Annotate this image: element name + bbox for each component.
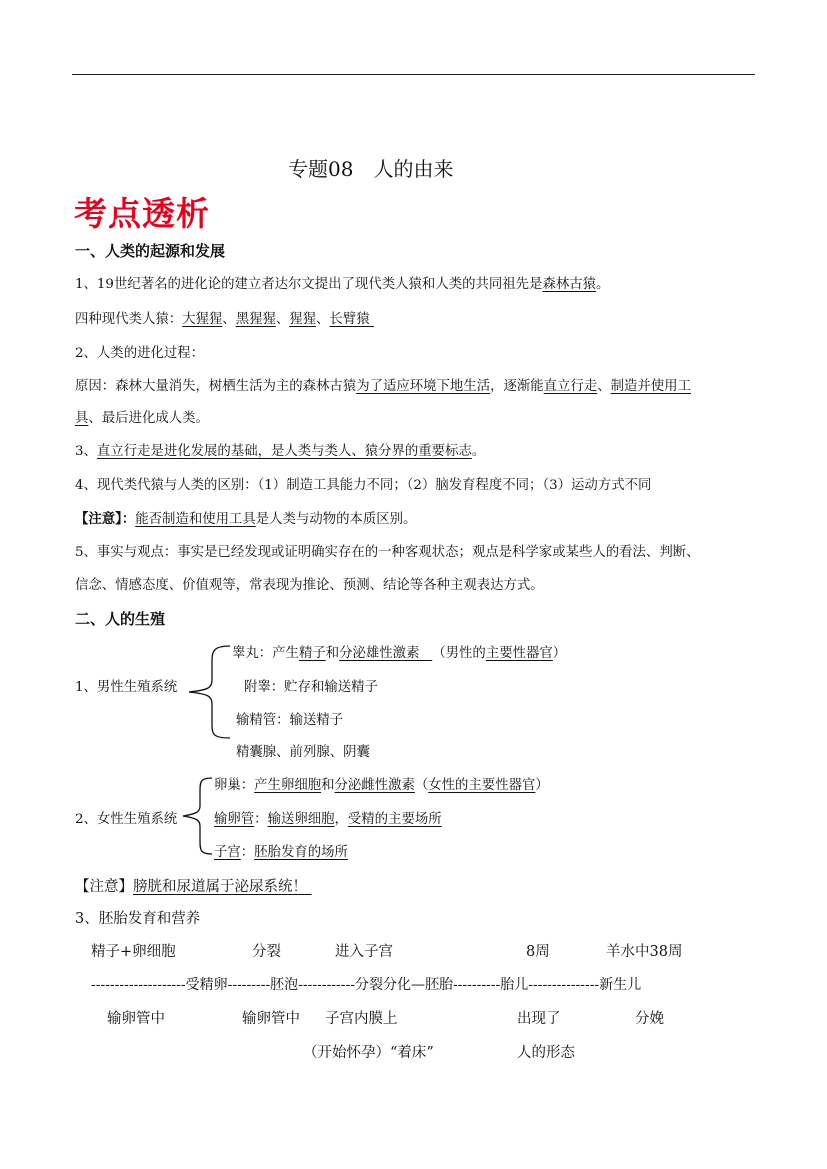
paragraph-2: 2、人类的进化过程： bbox=[75, 346, 205, 361]
section-heading-origin: 一、人类的起源和发展 bbox=[75, 242, 226, 260]
flow-8-weeks: 8周 bbox=[526, 944, 550, 960]
flow-38-weeks: 羊水中38周 bbox=[606, 944, 683, 960]
flow-stages: --------------------受精卵---------胚泡------------分裂分化—胚胎----------胎儿---------------新生儿 bbox=[91, 977, 642, 993]
section-banner: 考点透析 bbox=[74, 194, 210, 233]
female-brace bbox=[180, 776, 216, 856]
paragraph-apes: 四种现代类人猿：大猩猩、黑猩猩、猩猩、长臂猿 bbox=[75, 312, 370, 327]
female-uterus-line: 子宫：胚胎发育的场所 bbox=[214, 845, 348, 860]
flow-oviduct-1: 输卵管中 bbox=[107, 1011, 165, 1027]
male-vas-deferens-line: 输精管：输送精子 bbox=[236, 713, 344, 728]
flow-oviduct-2: 输卵管中 bbox=[242, 1011, 300, 1027]
paragraph-embryo: 3、胚胎发育和营养 bbox=[75, 911, 201, 927]
flow-enter-uterus: 进入子宫 bbox=[335, 944, 393, 960]
male-brace bbox=[186, 644, 236, 740]
female-system-label: 2、女性生殖系统 bbox=[75, 812, 178, 827]
note-tools: 【注意】：能否制造和使用工具是人类与动物的本质区别。 bbox=[75, 511, 417, 527]
paragraph-5: 5、事实与观点：事实是已经发现或证明确实存在的一种客观状态；观点是科学家或某些人的看法、判断、 bbox=[75, 545, 700, 560]
header-rule bbox=[72, 74, 755, 75]
paragraph-reason: 原因：森林大量消失，树栖生活为主的森林古猿为了适应环境下地生活，逐渐能直立行走、制造并使用工 bbox=[75, 379, 691, 394]
flow-start: 精子+卵细胞 bbox=[91, 944, 176, 960]
paragraph-4: 4、现代类代猿与人类的区别：（1）制造工具能力不同；（2）脑发育程度不同；（3）运动方式不同 bbox=[75, 478, 652, 493]
paragraph-reason-cont: 具、最后进化成人类。 bbox=[75, 411, 209, 426]
flow-implantation: （开始怀孕）“着床” bbox=[303, 1045, 434, 1061]
male-system-label: 1、男性生殖系统 bbox=[75, 680, 178, 695]
flow-endometrium: 子宫内膜上 bbox=[325, 1011, 398, 1027]
flow-division: 分裂 bbox=[252, 944, 281, 960]
paragraph-1: 1、19世纪著名的进化论的建立者达尔文提出了现代类人猿和人类的共同祖先是森林古猿。 bbox=[75, 277, 610, 292]
male-testis-line: 睾丸：产生精子和分泌雄性激素 （男性的主要性器官） bbox=[232, 646, 567, 661]
male-epididymis-line: 附睾：贮存和输送精子 bbox=[244, 680, 378, 695]
note-urinary: 【注意】膀胱和尿道属于泌尿系统！ bbox=[75, 879, 307, 895]
page-title: 专题08 人的由来 bbox=[288, 157, 454, 181]
female-oviduct-line: 输卵管：输送卵细胞，受精的主要场所 bbox=[214, 812, 442, 827]
paragraph-3: 3、直立行走是进化发展的基础，是人类与类人、猿分界的重要标志。 bbox=[75, 444, 486, 459]
paragraph-5-cont: 信念、情感态度、价值观等，常表现为推论、预测、结论等各种主观表达方式。 bbox=[75, 578, 544, 593]
flow-delivery: 分娩 bbox=[635, 1011, 664, 1027]
flow-human-form: 人的形态 bbox=[517, 1045, 575, 1061]
flow-appears: 出现了 bbox=[517, 1011, 561, 1027]
section-heading-reproduction: 二、人的生殖 bbox=[75, 610, 166, 628]
male-glands-line: 精囊腺、前列腺、阴囊 bbox=[236, 745, 370, 760]
female-ovary-line: 卵巢：产生卵细胞和分泌雌性激素（女性的主要性器官） bbox=[214, 778, 549, 793]
